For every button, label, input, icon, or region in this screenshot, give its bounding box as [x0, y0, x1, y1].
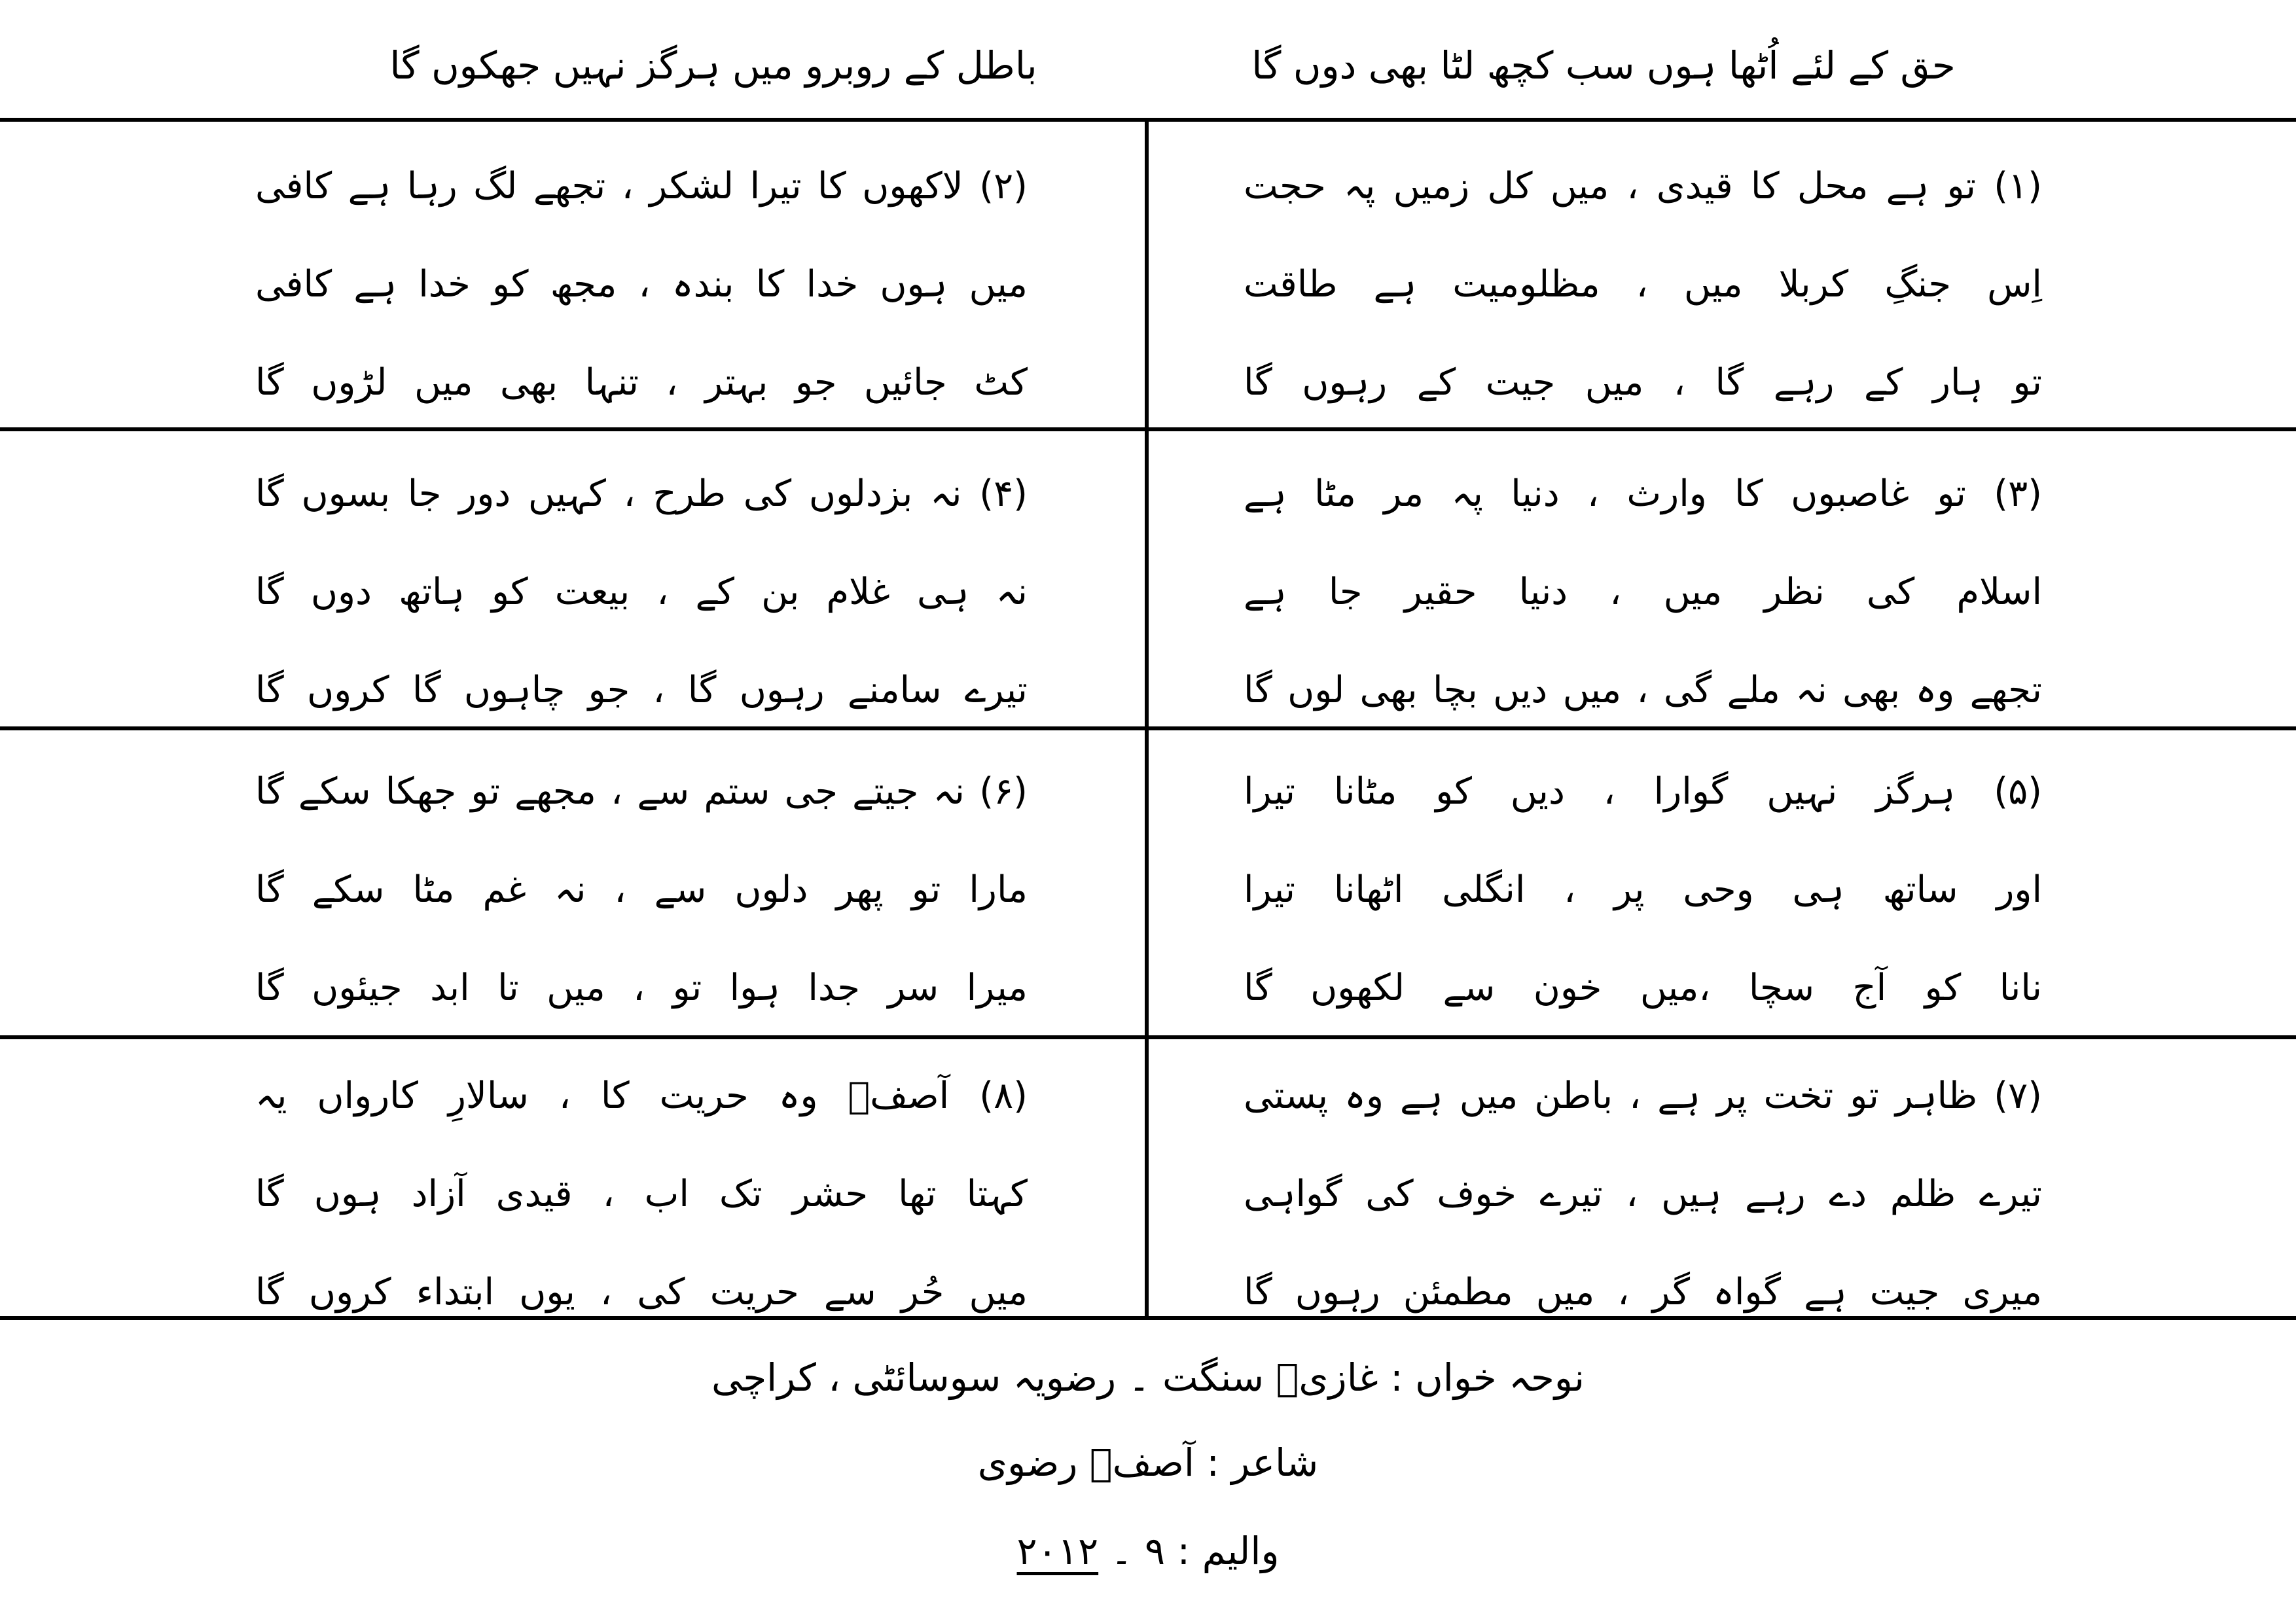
- chorus-line-left: باطل کے روبرو میں ہرگز نہیں جھکوں گا: [389, 43, 1037, 88]
- stanza-line: (۲) لاکھوں کا تیرا لشکر ، تجھے لگ رہا ہے کافی: [255, 165, 1028, 207]
- stanza-line: (۵) ہرگز نہیں گوارا ، دیں کو مٹانا تیرا: [1244, 770, 2042, 813]
- stanza-5: [1244, 743, 2042, 1037]
- stanza-line: کہتا تھا حشر تک اب ، قیدی آزاد ہوں گا: [255, 1173, 1028, 1215]
- volume-info: [0, 1512, 2296, 1590]
- stanza-line: تیرے سامنے رہوں گا ، جو چاہوں گا کروں گا: [255, 669, 1028, 711]
- column-divider: [1145, 118, 1149, 1320]
- stanza-line: (۸) آصفؔ وہ حریت کا ، سالارِ کارواں یہ: [255, 1075, 1028, 1117]
- stanza-8: [255, 1047, 1028, 1342]
- stanza-line: اسلام کی نظر میں ، دنیا حقیر جا ہے: [1244, 571, 2042, 613]
- stanza-2: [255, 137, 1028, 432]
- stanza-1: [1244, 137, 2042, 432]
- stanza-line: کٹ جائیں جو بہتر ، تنہا بھی میں لڑوں گا: [255, 361, 1028, 404]
- stanza-line: میری جیت ہے گواہ گر ، میں مطمئن رہوں گا: [1244, 1271, 2042, 1313]
- stanza-7: [1244, 1047, 2042, 1342]
- stanza-4: [255, 445, 1028, 740]
- stanza-6: [255, 743, 1028, 1037]
- poet-credit: شاعر : آصفؔ رضوی: [977, 1440, 1319, 1485]
- stanza-line: (۳) تو غاصبوں کا وارث ، دنیا پہ مر مٹا ہے: [1244, 473, 2042, 515]
- stanza-line: اِس جنگِ کربلا میں ، مظلومیت ہے طاقت: [1244, 263, 2042, 306]
- chorus-line-right: حق کے لئے اُٹھا ہوں سب کچھ لٹا بھی دوں گا: [1251, 43, 1956, 88]
- stanza-line: (۱) تو ہے محل کا قیدی ، میں کل زمیں پہ حجت: [1244, 165, 2042, 207]
- stanza-line: مارا تو پھر دلوں سے ، نہ غم مٹا سکے گا: [255, 868, 1028, 911]
- stanza-line: نانا کو آج سچا ،میں خون سے لکھوں گا: [1244, 967, 2042, 1009]
- stanza-line: تیرے ظلم دے رہے ہیں ، تیرے خوف کی گواہی: [1244, 1173, 2042, 1215]
- stanza-line: میں ہوں خدا کا بندہ ، مجھ کو خدا ہے کافی: [255, 263, 1028, 306]
- volume-year: ۲۰۱۲: [1016, 1529, 1099, 1573]
- stanza-line: (۴) نہ بزدلوں کی طرح ، کہیں دور جا بسوں گا: [255, 473, 1028, 515]
- stanza-3: [1244, 445, 2042, 740]
- volume-label: والیم : ۹ ۔: [1110, 1529, 1280, 1573]
- reciter-credit: نوحہ خواں : غازیؑ سنگت ۔ رضویہ سوسائٹی ، کراچی: [711, 1355, 1585, 1400]
- stanza-line: نہ ہی غلام بن کے ، بیعت کو ہاتھ دوں گا: [255, 571, 1028, 613]
- stanza-line: میرا سر جدا ہوا تو ، میں تا ابد جیئوں گا: [255, 967, 1028, 1009]
- stanza-line: تو ہار کے رہے گا ، میں جیت کے رہوں گا: [1244, 361, 2042, 404]
- stanza-line: (۷) ظاہر تو تخت پر ہے ، باطن میں ہے وہ پستی: [1244, 1075, 2042, 1117]
- stanza-line: (۶) نہ جیتے جی ستم سے ، مجھے تو جھکا سکے گا: [255, 770, 1028, 813]
- stanza-line: تجھے وہ بھی نہ ملے گی ، میں دیں بچا بھی لوں گا: [1244, 669, 2042, 711]
- stanza-line: میں حُر سے حریت کی ، یوں ابتداء کروں گا: [255, 1271, 1028, 1313]
- stanza-line: اور ساتھ ہی وحی پر ، انگلی اٹھانا تیرا: [1244, 868, 2042, 911]
